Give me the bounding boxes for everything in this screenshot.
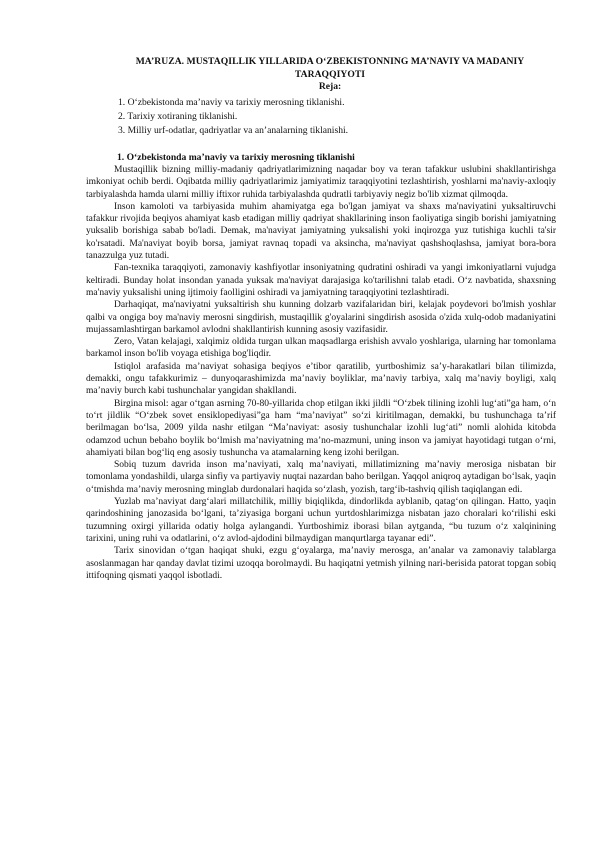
plan-heading: Reja: <box>318 81 342 92</box>
plan-item: 1. O‘zbekistonda ma’naviy va tarixiy merosning tiklanishi. <box>118 97 345 108</box>
paragraph: Tarix sinovidan o‘tgan haqiqat shuki, ezgu g‘oyalarga, ma’naviy merosga, an’analar va zamonaviy talablarga asoslanmagan har qanday davlat tizimi uzoqqa borolmaydi. Bu haqiqatni yetmish yilning nari-berisida patorat topgan sobiq ittifoqning qismati yaqqol isbotladi. <box>86 546 556 581</box>
paragraph: Mustaqillik bizning milliy-madaniy qadriyatlarimizning naqadar boy va teran tafakkur uslubini shakllantirishga imkoniyat ochib berdi. Oqibatda milliy qadriyatlarimiz jamiyatimiz taraqqiyotini tezlashtirish, yoshlarni ma'naviy-axloqiy tarbiyalashda hamda ularni milliy iftixor ruhida tarbiyalashda qudratli tarbiyaviy negiz bo'lib xizmat qilmoqda. <box>86 165 556 200</box>
paragraph: Darhaqiqat, ma'naviyatni yuksaltirish shu kunning dolzarb vazifalaridan biri, kelajak poydevori bo'lmish yoshlar qalbi va ongiga boy ma'naviy merosni singdirish, mustaqillik g'oyalarini singdirish asosida o'zida xulq-odob madaniyatini mujassamlashtirgan barkamol avlodni shakllantirish kunning asosiy vazifasidir. <box>86 300 556 335</box>
paragraph: Birgina misol: agar o‘tgan asrning 70-80-yillarida chop etilgan ikki jildli “O‘zbek tilining izohli lug‘ati”ga ham, o‘n to‘rt jildlik “O‘zbek sovet ensiklopediyasi”ga ham “ma’naviyat” so‘zi kiritilmagan, demakki, bu tushunchaga ta’rif berilmagan bo‘lsa, 2009 yilda nashr etilgan “Ma’naviyat: asosiy tushunchalar izohli lug‘ati” nomli alohida kitobda odamzod uchun bebaho boylik bo‘lmish ma’naviyatning ma’no-mazmuni, uning inson va jamiyat hayotidagi tutgan o‘rni, ahamiyati bilan bog‘liq eng asosiy tushuncha va atamalarning keng izohi berilgan. <box>86 398 556 458</box>
paragraph: Zero, Vatan kelajagi, xalqimiz oldida turgan ulkan maqsadlarga erishish avvalo yoshlariga, ularning har tomonlama barkamol inson bo'lib voyaga etishiga bog'liqdir. <box>86 337 556 360</box>
paragraph: Inson kamoloti va tarbiyasida muhim ahamiyatga ega bo'lgan jamiyat va shaxs ma'naviyatini yuksaltiruvchi tafakkur rivojida beqiyos ahamiyat kasb etadigan milliy qadriyat shakllarining inson faoliyatiga singib borishi jamiyatning yuksalib borishiga sabab bo'ladi. Demak, ma'naviyat jamiyatning yuksalishi yoki inqirozga yuz tutishiga kuchli ta'sir ko'rsatadi. Ma'naviyat boyib borsa, jamiyat ravnaq topadi va aksincha, ma'naviyat qashshoqlashsa, jamiyat bora-bora tanazzulga yuz tutadi. <box>86 201 556 262</box>
paragraph: Istiqlol arafasida ma’naviyat sohasiga beqiyos e’tibor qaratilib, yurtboshimiz sa’y-harakatlari bilan tilimizda, demakki, ongu tafakkurimiz – dunyoqarashimizda ma’naviy boyliklar, ma’naviy tarbiya, xalq ma’naviy boyligi, xalq ma’naviy burch kabi tushunchalar yangidan shakllandi. <box>86 361 556 397</box>
body-text <box>86 164 556 582</box>
plan-item: 3. Milliy urf-odatlar, qadriyatlar va an’analarning tiklanishi. <box>118 125 349 136</box>
plan-list <box>118 96 538 138</box>
lecture-title: MA’RUZA. MUSTAQILLIK YILLARIDA O‘ZBEKISTONNING MA’NAVIY VA MADANIY TARAQQIYOTI <box>135 56 525 80</box>
paragraph: Sobiq tuzum davrida inson ma’naviyati, xalq ma’naviyati, millatimizning ma’naviy merosiga nisbatan bir tomonlama yondashildi, ularga sinfiy va partiyaviy nuqtai nazardan baho berilgan. Yaqqol aniqroq aytadigan bo‘lsak, yaqin o‘tmishda ma’naviy merosning minglab durdonalari haqida so‘zlash, yozish, targ‘ib-tashviq qilish taqiqlangan edi. <box>86 460 556 495</box>
plan-item: 2. Tarixiy xotiraning tiklanishi. <box>118 111 238 122</box>
section-heading: 1. O‘zbekistonda ma’naviy va tarixiy merosning tiklanishi <box>117 152 355 163</box>
paragraph: Yuzlab ma’naviyat darg‘alari millatchilik, milliy biqiqlikda, dindorlikda ayblanib, qatag‘on qilingan. Hatto, yaqin qarindoshining janozasida bo‘lgani, ta’ziyasiga borgani uchun yurtdoshlarimizga nisbatan jazo choralari ko‘rilishi eski tuzumning oxirgi yillarida odatiy holga aylangandi. Yurtboshimiz iborasi bilan aytganda, “bu tuzum o‘z xalqinining tarixini, uning ruhi va odatlarini, o‘z avlod-ajdodini bilmaydigan manqurtlarga tayanar edi”. <box>86 497 556 544</box>
paragraph: Fan-texnika taraqqiyoti, zamonaviy kashfiyotlar insoniyatning qudratini oshiradi va yangi imkoniyatlarni vujudga keltiradi. Bunday holat insondan yanada yuksak ma'naviyat darajasiga ko'tarilishni talab etadi. O‘z navbatida, shaxsning ma'naviy yuksalishi uning ijtimoiy faolligini oshiradi va jamiyatning taraqqiyotini tezlashtiradi. <box>86 263 556 298</box>
